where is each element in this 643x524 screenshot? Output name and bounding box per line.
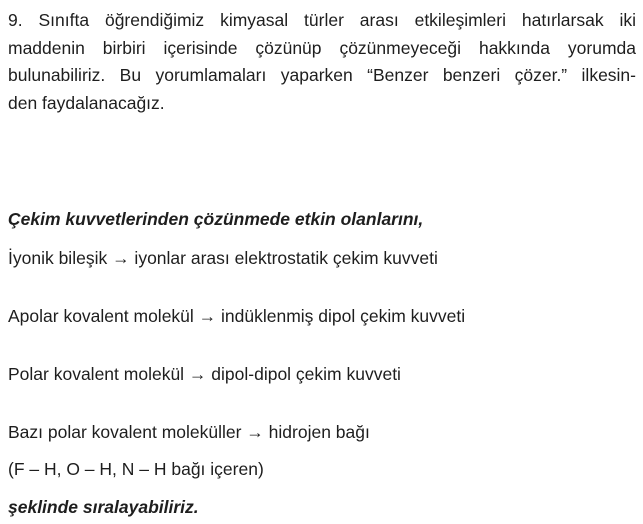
list-item-polar: Polar kovalent molekül → dipol-dipol çekim kuvveti <box>8 364 401 384</box>
intro-paragraph <box>8 7 636 117</box>
intro-line-3: bulunabiliriz. Bu yorumlamaları yaparken “Benzer benzeri çözer.” ilkesin- <box>8 65 636 85</box>
list-item-ionic: İyonik bileşik → iyonlar arası elektrostatik çekim kuvveti <box>8 248 438 268</box>
list-item-apolar: Apolar kovalent molekül → indüklenmiş dipol çekim kuvveti <box>8 306 466 326</box>
list-item-hydrogen-bond-note: (F – H, O – H, N – H bağı içeren) <box>8 459 264 479</box>
section-heading: Çekim kuvvetlerinden çözünmede etkin olanlarını, <box>8 209 424 229</box>
intro-line-2: maddenin birbiri içerisinde çözünüp çözünmeyeceği hakkında yorumda <box>8 37 636 58</box>
list-item-hydrogen-bond: Bazı polar kovalent moleküller → hidrojen bağı <box>8 422 370 442</box>
closing-line: şeklinde sıralayabiliriz. <box>8 497 199 517</box>
intro-line-4: den faydalanacağız. <box>8 92 165 113</box>
intro-line-1: 9. Sınıfta öğrendiğimiz kimyasal türler arası etkileşimleri hatırlarsak iki <box>8 10 636 30</box>
